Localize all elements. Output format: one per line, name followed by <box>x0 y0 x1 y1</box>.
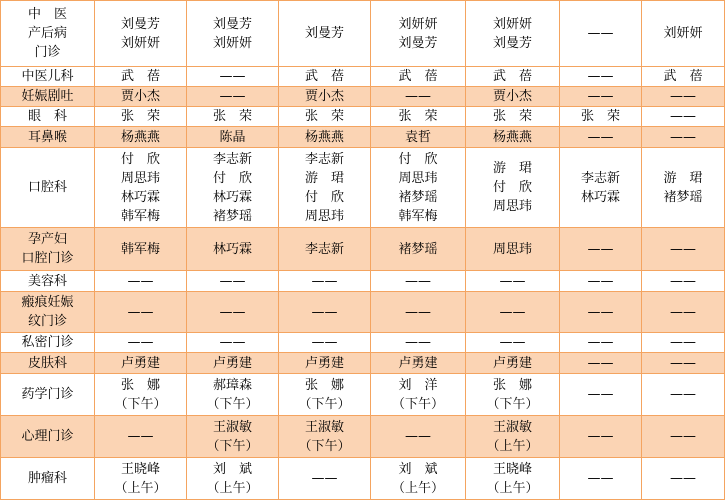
schedule-cell: 陈晶 <box>187 127 279 148</box>
table-row <box>1 67 725 87</box>
schedule-cell: 卢勇建 <box>95 353 187 374</box>
schedule-cell: —— <box>279 271 371 292</box>
schedule-cell: 张 荣 <box>95 107 187 127</box>
schedule-cell: —— <box>642 107 725 127</box>
schedule-cell: —— <box>560 374 642 416</box>
table-row <box>1 353 725 374</box>
schedule-cell: 袁哲 <box>371 127 466 148</box>
schedule-cell: —— <box>642 353 725 374</box>
schedule-cell: 刘 洋 （下午） <box>371 374 466 416</box>
table-row <box>1 271 725 292</box>
schedule-cell: —— <box>642 374 725 416</box>
schedule-cell: 张 荣 <box>466 107 560 127</box>
schedule-cell: 张 荣 <box>371 107 466 127</box>
schedule-cell: —— <box>95 333 187 353</box>
schedule-cell: 李志新 林巧霖 <box>560 148 642 228</box>
table-row <box>1 127 725 148</box>
schedule-cell: —— <box>371 333 466 353</box>
schedule-cell: 刘妍妍 <box>642 1 725 67</box>
schedule-cell: —— <box>560 458 642 500</box>
schedule-cell: —— <box>371 416 466 458</box>
schedule-cell: —— <box>642 292 725 333</box>
schedule-cell: 张 荣 <box>279 107 371 127</box>
schedule-cell: 武 蓓 <box>642 67 725 87</box>
schedule-cell: 武 蓓 <box>466 67 560 87</box>
schedule-cell: 褚梦瑶 <box>371 228 466 271</box>
schedule-cell: 卢勇建 <box>187 353 279 374</box>
schedule-cell: 王晓峰 （上午） <box>466 458 560 500</box>
schedule-cell: —— <box>466 292 560 333</box>
schedule-cell: 王淑敏 （下午） <box>279 416 371 458</box>
table-row <box>1 374 725 416</box>
schedule-cell: 杨燕燕 <box>95 127 187 148</box>
schedule-cell: —— <box>279 333 371 353</box>
schedule-cell: —— <box>642 271 725 292</box>
schedule-cell: —— <box>642 333 725 353</box>
schedule-cell: 张 荣 <box>560 107 642 127</box>
schedule-cell: 刘曼芳 刘妍妍 <box>95 1 187 67</box>
table-row <box>1 107 725 127</box>
dept-cell: 中 医 产后病 门诊 <box>1 1 95 67</box>
schedule-cell: —— <box>371 87 466 107</box>
table-row <box>1 458 725 500</box>
schedule-cell: 刘妍妍 刘曼芳 <box>466 1 560 67</box>
schedule-cell: 张 娜 （下午） <box>95 374 187 416</box>
schedule-cell: 刘曼芳 <box>279 1 371 67</box>
schedule-cell: 卢勇建 <box>466 353 560 374</box>
schedule-cell: 王淑敏 （下午） <box>187 416 279 458</box>
schedule-cell: 李志新 付 欣 林巧霖 褚梦瑶 <box>187 148 279 228</box>
schedule-cell: 游 珺 付 欣 周思玮 <box>466 148 560 228</box>
schedule-cell: 张 荣 <box>187 107 279 127</box>
schedule-cell: —— <box>466 333 560 353</box>
schedule-cell: 刘 斌 （上午） <box>187 458 279 500</box>
schedule-cell: —— <box>187 333 279 353</box>
schedule-cell: —— <box>642 87 725 107</box>
table-row <box>1 87 725 107</box>
table-row <box>1 148 725 228</box>
schedule-cell: —— <box>187 271 279 292</box>
schedule-cell: 王淑敏 （上午） <box>466 416 560 458</box>
schedule-cell: 武 蓓 <box>95 67 187 87</box>
schedule-cell: 武 蓓 <box>279 67 371 87</box>
schedule-cell: —— <box>560 67 642 87</box>
schedule-cell: —— <box>560 271 642 292</box>
schedule-cell: 郝璋森 （下午） <box>187 374 279 416</box>
table-row <box>1 333 725 353</box>
schedule-cell: —— <box>560 416 642 458</box>
schedule-cell: 王晓峰 （上午） <box>95 458 187 500</box>
schedule-cell: —— <box>560 127 642 148</box>
schedule-cell: —— <box>279 292 371 333</box>
schedule-cell: —— <box>187 292 279 333</box>
table-row <box>1 228 725 271</box>
dept-cell: 心理门诊 <box>1 416 95 458</box>
schedule-cell: —— <box>560 292 642 333</box>
schedule-cell: 卢勇建 <box>371 353 466 374</box>
schedule-cell: 杨燕燕 <box>466 127 560 148</box>
schedule-cell: —— <box>187 87 279 107</box>
dept-cell: 私密门诊 <box>1 333 95 353</box>
schedule-cell: 贾小杰 <box>466 87 560 107</box>
dept-cell: 皮肤科 <box>1 353 95 374</box>
schedule-cell: —— <box>642 228 725 271</box>
dept-cell: 孕产妇 口腔门诊 <box>1 228 95 271</box>
schedule-cell: —— <box>642 416 725 458</box>
schedule-cell: 贾小杰 <box>95 87 187 107</box>
schedule-cell: —— <box>95 416 187 458</box>
schedule-cell: 卢勇建 <box>279 353 371 374</box>
header-row <box>1 1 725 67</box>
dept-cell: 肿瘤科 <box>1 458 95 500</box>
schedule-cell: 刘妍妍 刘曼芳 <box>371 1 466 67</box>
schedule-cell: 林巧霖 <box>187 228 279 271</box>
dept-cell: 药学门诊 <box>1 374 95 416</box>
dept-cell: 眼 科 <box>1 107 95 127</box>
schedule-cell: —— <box>279 458 371 500</box>
dept-cell: 美容科 <box>1 271 95 292</box>
schedule-cell: —— <box>466 271 560 292</box>
schedule-cell: —— <box>187 67 279 87</box>
schedule-cell: 游 珺 褚梦瑶 <box>642 148 725 228</box>
dept-cell: 瘢痕妊娠 纹门诊 <box>1 292 95 333</box>
schedule-cell: 周思玮 <box>466 228 560 271</box>
schedule-cell: 张 娜 （下午） <box>466 374 560 416</box>
schedule-cell: 贾小杰 <box>279 87 371 107</box>
schedule-cell: 刘 斌 （上午） <box>371 458 466 500</box>
schedule-cell: 付 欣 周思玮 褚梦瑶 韩军梅 <box>371 148 466 228</box>
schedule-cell: 张 娜 （下午） <box>279 374 371 416</box>
dept-cell: 妊娠剧吐 <box>1 87 95 107</box>
dept-cell: 中医儿科 <box>1 67 95 87</box>
schedule-cell: —— <box>560 87 642 107</box>
schedule-cell: 韩军梅 <box>95 228 187 271</box>
dept-cell: 耳鼻喉 <box>1 127 95 148</box>
schedule-cell: —— <box>642 127 725 148</box>
schedule-cell: —— <box>95 292 187 333</box>
schedule-cell: 武 蓓 <box>371 67 466 87</box>
schedule-cell: —— <box>371 292 466 333</box>
schedule-cell: —— <box>560 333 642 353</box>
schedule-cell: 李志新 <box>279 228 371 271</box>
schedule-cell: —— <box>560 353 642 374</box>
table-row <box>1 416 725 458</box>
dept-cell: 口腔科 <box>1 148 95 228</box>
schedule-cell: —— <box>371 271 466 292</box>
schedule-cell: —— <box>95 271 187 292</box>
schedule-cell: 付 欣 周思玮 林巧霖 韩军梅 <box>95 148 187 228</box>
table-row <box>1 292 725 333</box>
schedule-cell: —— <box>642 458 725 500</box>
schedule-cell: —— <box>560 228 642 271</box>
schedule-cell: —— <box>560 1 642 67</box>
schedule-cell: 杨燕燕 <box>279 127 371 148</box>
schedule-cell: 刘曼芳 刘妍妍 <box>187 1 279 67</box>
schedule-cell: 李志新 游 珺 付 欣 周思玮 <box>279 148 371 228</box>
